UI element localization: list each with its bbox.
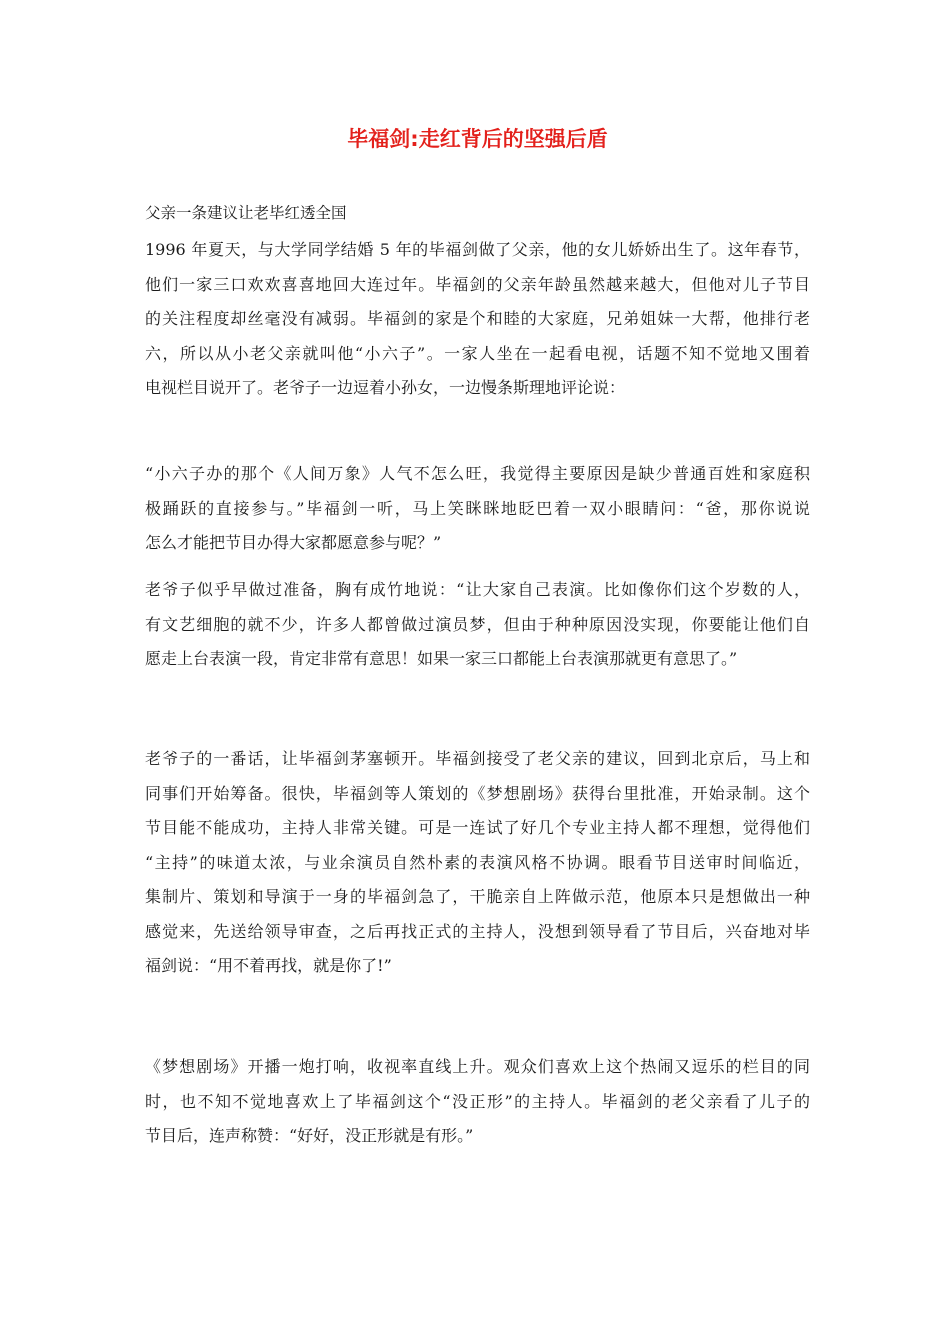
paragraph-line: “主持”的味道太浓，与业余演员自然朴素的表演风格不协调。眼看节目送审时间临近， [145,852,810,872]
paragraph-line: 时，也不知不觉地喜欢上了毕福剑这个“没正形”的主持人。毕福剑的老父亲看了儿子的 [145,1091,810,1111]
paragraph-line: 感觉来，先送给领导审查，之后再找正式的主持人，没想到领导看了节目后，兴奋地对毕 [145,921,810,941]
paragraph-line: 愿走上台表演一段，肯定非常有意思！如果一家三口都能上台表演那就更有意思了。” [145,649,738,668]
paragraph-line: 节目后，连声称赞：“好好，没正形就是有形。” [145,1126,474,1145]
paragraph-line: 节目能不能成功，主持人非常关键。可是一连试了好几个专业主持人都不理想，觉得他们 [145,818,810,837]
paragraph-line: 六，所以从小老父亲就叫他“小六子”。一家人坐在一起看电视，话题不知不觉地又围着 [145,343,810,363]
paragraph-4 [145,742,810,984]
paragraph-line: 集制片、策划和导演于一身的毕福剑急了，干脆亲自上阵做示范，他原本只是想做出一种 [145,887,810,906]
paragraph-line: 福剑说：“用不着再找，就是你了!” [145,956,392,975]
paragraph-line: 他们一家三口欢欢喜喜地回大连过年。毕福剑的父亲年龄虽然越来越大，但他对儿子节目 [145,274,810,294]
paragraph-5 [145,1050,810,1154]
paragraph-line: 有文艺细胞的就不少，许多人都曾做过演员梦，但由于种种原因没实现，你要能让他们自 [145,614,810,634]
article-title: 毕福剑:走红背后的坚强后盾 [347,127,608,151]
paragraph-line: 同事们开始筹备。很快，毕福剑等人策划的《梦想剧场》获得台里批准，开始录制。这个 [145,783,810,803]
paragraph-line: 《梦想剧场》开播一炮打响，收视率直线上升。观众们喜欢上这个热闹又逗乐的栏目的同 [145,1057,810,1076]
paragraph-line: 极踊跃的直接参与。”毕福剑一听，马上笑眯眯地眨巴着一双小眼睛问：“爸，那你说说 [145,498,810,518]
paragraph-line: 老爷子的一番话，让毕福剑茅塞顿开。毕福剑接受了老父亲的建议，回到北京后，马上和 [145,749,810,768]
paragraph-line: 1996 年夏天，与大学同学结婚 5 年的毕福剑做了父亲，他的女儿娇娇出生了。这年春节， [145,240,810,259]
paragraph-3 [145,573,810,677]
paragraph-1 [145,233,810,406]
paragraph-line: 怎么才能把节目办得大家都愿意参与呢？” [145,533,442,552]
paragraph-line: “小六子办的那个《人间万象》人气不怎么旺，我觉得主要原因是缺少普通百姓和家庭积 [145,464,810,483]
article-subtitle: 父亲一条建议让老毕红透全国 [145,204,347,222]
paragraph-line: 老爷子似乎早做过准备，胸有成竹地说：“让大家自己表演。比如像你们这个岁数的人， [145,580,810,599]
paragraph-2 [145,457,810,561]
paragraph-line: 的关注程度却丝毫没有减弱。毕福剑的家是个和睦的大家庭，兄弟姐妹一大帮，他排行老 [145,309,810,328]
paragraph-line: 电视栏目说开了。老爷子一边逗着小孙女，一边慢条斯理地评论说： [145,378,626,397]
